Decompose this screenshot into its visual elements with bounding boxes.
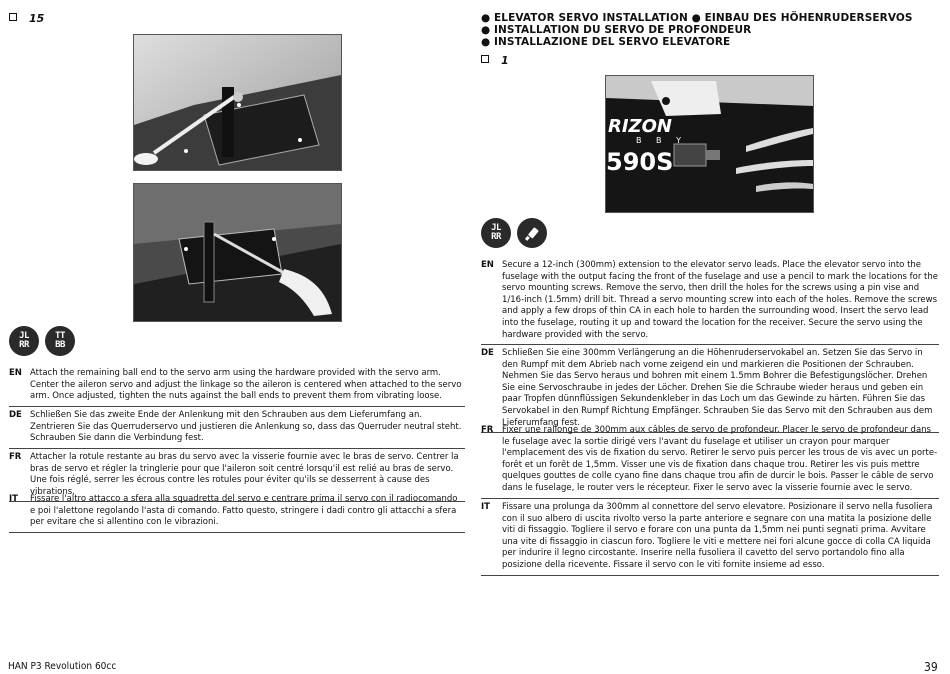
lang-code: IT [9,494,18,504]
paragraph-de-left [9,410,465,449]
step-number: 15 [29,12,45,25]
lang-code: DE [9,410,22,420]
page-number: 39 [924,660,938,674]
photo-servo-arm-top [133,34,342,171]
footer-title: HAN P3 Revolution 60cc [8,661,117,672]
photo-model-text: 590S [606,148,674,176]
photo-brand-sub: B B Y [636,136,687,145]
paragraph-text: Schließen Sie das zweite Ende der Anlenkung mit den Schrauben aus dem Lieferumfang an. Zentrieren Sie das Querruderservo und justieren die Anlenkung so, dass das Querruder neutral steht. Schrauben Sie dann die Verbindung fest. [30,410,462,444]
paragraph-fr-right [481,425,939,499]
heading-line: ● INSTALLATION DU SERVO DE PROFONDEUR [481,24,752,36]
paragraph-text: Fissare una prolunga da 300mm al connettore del servo elevatore. Posizionare il servo nella fusoliera con il suo albero di uscita rivolto verso la parte anteriore e segnare con una matita la posizione delle viti di fissaggio. Togliere il servo e forare con una punta da 1,5mm nei punti segnati prima. Avvitare una vite di fissaggio in ciascun foro. Togliere le viti e mettere nei fori alcune gocce di colla CA liquida per indurire il legno circostante. Inserire nella fusoliera il cavetto del servo portandolo fino alla posizione della ricevente. Fissare il servo con le viti fornite insieme ad esso. [502,502,933,570]
paragraph-de-right [481,348,939,433]
hex-wrench-icon: TT BB [45,326,75,356]
section-heading [481,12,941,48]
paragraph-en-right [481,260,939,345]
paragraph-text: Fissare l'altro attacco a sfera alla squadretta del servo e centrare prima il servo con il radiocomando e poi l'alettone regolando l'asta di comando. Fatto questo, stringere i dadi contro gli attacchi a sfera per evitare che si allentino con le vibrazioni. [30,494,458,528]
tool-icons-left [9,326,75,356]
photo-brand-text: RIZON [608,116,672,137]
paragraph-it-left [9,494,465,533]
paragraph-text: Attacher la rotule restante au bras du servo avec la visserie fournie avec le bras de servo. Centrer la bras de servo et régler la tringlerie pour que l'aileron soit centré lorsqu'il est relié au bras de servo. Une fois réglé, serrer les écrous contre les rotules pour éviter qu'ils se desserrent à cause des vibrations. [30,452,459,497]
step-number: 1 [501,54,509,67]
paragraph-text: Attach the remaining ball end to the servo arm using the hardware provided with the servo arm. Center the aileron servo and adjust the linkage so the aileron is centered when attached to the servo arm. Once adjusted, tighten the nuts against the ball ends to prevent them from vibrating loose. [30,368,462,402]
photo-elevator-servo [605,75,814,213]
tool-icons-right [481,218,547,248]
lang-code: DE [481,348,494,358]
heading-line: ● INSTALLAZIONE DEL SERVO ELEVATORE [481,36,731,48]
step-marker-right [481,54,509,67]
lang-code: IT [481,502,490,512]
checkbox-icon[interactable] [9,13,17,21]
glue-bottle-icon [517,218,547,248]
screwdriver-phillips-icon: JL RR [9,326,39,356]
lang-code: FR [9,452,22,462]
step-marker-left [9,12,44,25]
paragraph-it-right [481,502,939,576]
paragraph-en-left [9,368,465,407]
screwdriver-phillips-icon: JL RR [481,218,511,248]
photo-servo-arm-linkage [133,183,342,322]
lang-code: FR [481,425,494,435]
checkbox-icon[interactable] [481,55,489,63]
paragraph-text: Secure a 12-inch (300mm) extension to the elevator servo leads. Place the elevator servo into the fuselage with the output facing the front of the fuselage and use a pencil to mark the locations for the servo mounting screws. Remove the servo, then drill the holes for the screws using a pin vise and 1/16-inch (1.5mm) drill bit. Thread a servo mounting screw into each of the holes. Remove the screws and apply a few drops of thin CA in each hole to harden the surrounding wood. Insert the servo lead into the fuselage, routing it up and toward the location for the receiver. Secure the servo using the hardware provided with the servo. [502,260,938,340]
lang-code: EN [9,368,22,378]
heading-line: ● ELEVATOR SERVO INSTALLATION ● EINBAU DES HÖHENRUDERSERVOS [481,12,913,24]
paragraph-text: Schließen Sie eine 300mm Verlängerung an die Höhenruderservokabel an. Setzen Sie das Servo in den Rumpf mit dem Abrieb nach vorne zeigend ein und markieren die Positionen der Schrauben. Nehmen Sie das Servo heraus und bohren mit einem 1.5mm Bohrer die Befestigungslöcher. Drehen Sie eine Servoschraube in jedes der Löcher. Drehen Sie die Schraube wieder heraus und geben ein paar Tropfen dünnflüssigen Sekundenkleber in das Loch um das Gewinde zu härten. Führen Sie das Servokabel in den Rumpf Richtung Empfänger. Schrauben Sie das Servo mit den Schrauben aus dem Lieferumfang fest. [502,348,933,428]
paragraph-text: Fixer une rallonge de 300mm aux câbles de servo de profondeur. Placer le servo de profondeur dans le fuselage avec la sortie dirigé vers l'avant du fuselage et utiliser un crayon pour marquer l'emplacement des vis de fixation du servo. Retirer le servo puis percer les trous de vis avec un porte-forêt et un forêt de 1,5mm. Visser une vis de fixation dans chaque trou. Retirer les vis puis mettre quelques gouttes de colle cyano fine dans chaque trou afin de durcir le bois. Passer le câble de servo dans le fuselage, le router vers le récepteur. Fixer le servo avec la visserie fournie avec le servo. [502,425,938,493]
lang-code: EN [481,260,494,270]
